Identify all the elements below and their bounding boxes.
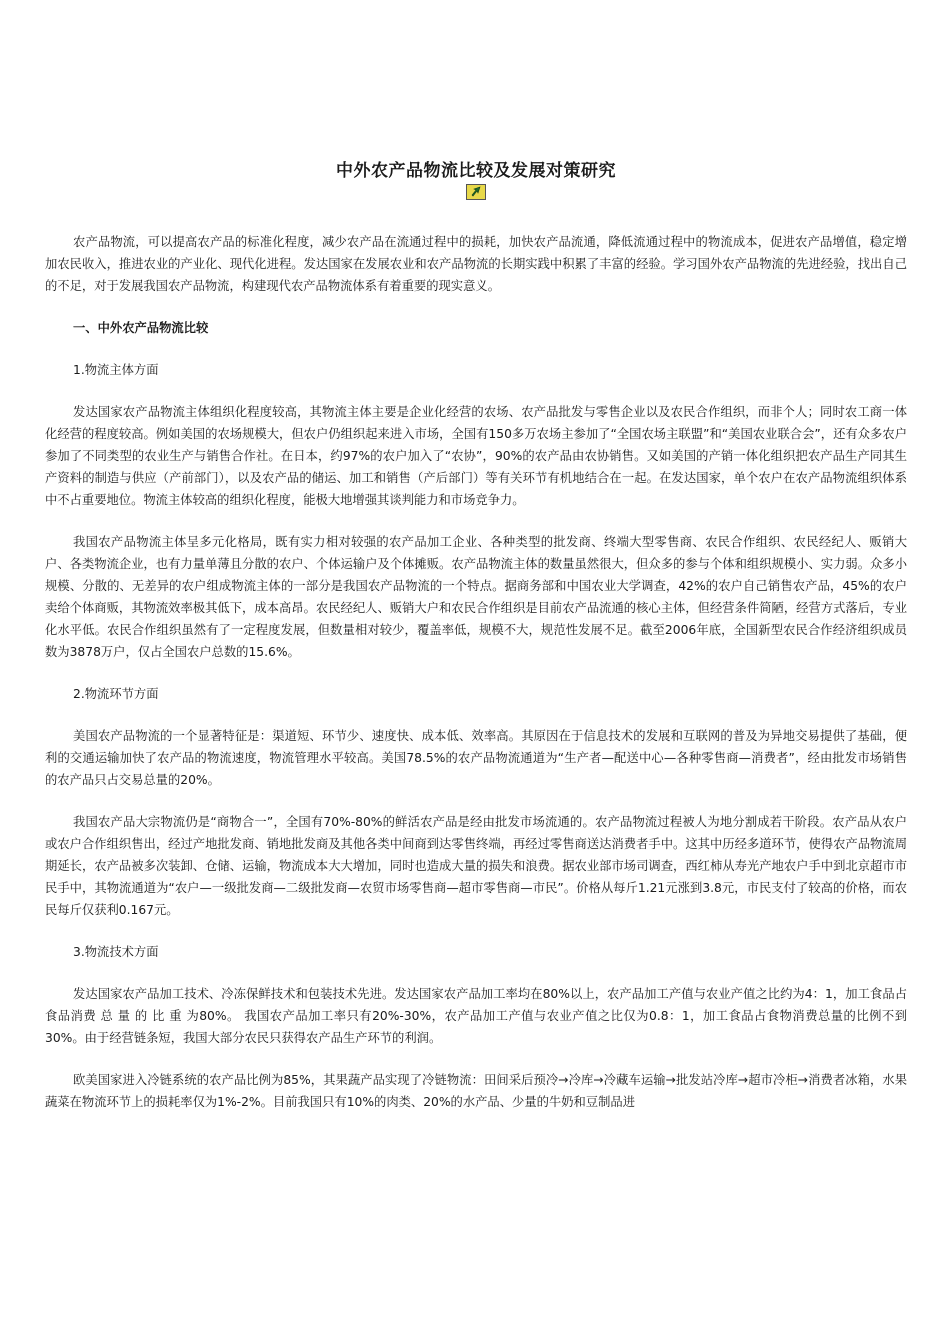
link-icon[interactable] <box>466 184 486 200</box>
subsection-heading: 1.物流主体方面 <box>73 363 159 377</box>
body-paragraph: 发达国家农产品物流主体组织化程度较高，其物流主体主要是企业化经营的农场、农产品批发与零售企业以及农民合作组织，而非个人；同时农工商一体化经营的程度较高。例如美国的农场规模大，但农户仍组织起来进入市场，全国有150多万农场主参加了“全国农场主联盟”和“美国农业联合会”，还有众多农户参加了不同类型的农业生产与销售合作社。在日本，约97%的农户加入了“农协”，90%的农产品由农协销售。又如美国的产销一体化组织把农产品生产同其生产资料的制造与供应（产前部门），以及农产品的储运、加工和销售（产后部门）等有关环节有机地结合在一起。在发达国家，单个农户在农产品物流组织体系中不占重要地位。物流主体较高的组织化程度，能极大地增强其谈判能力和市场竞争力。 <box>45 405 907 507</box>
body-paragraph: 我国农产品物流主体呈多元化格局，既有实力相对较强的农产品加工企业、各种类型的批发商、终端大型零售商、农民合作组织、农民经纪人、贩销大户、各类物流企业，也有力量单薄且分散的农户、个体运输户及个体摊贩。农产品物流主体的数量虽然很大，但众多的参与个体和组织规模小、实力弱。众多小规模、分散的、无差异的农户组成物流主体的一部分是我国农产品物流的一个特点。据商务部和中国农业大学调查，42%的农户自己销售农产品，45%的农户卖给个体商贩，其物流效率极其低下，成本高昂。农民经纪人、贩销大户和农民合作组织是目前农产品流通的核心主体，但经营条件简陋，经营方式落后，专业化水平低。农民合作组织虽然有了一定程度发展，但数量相对较少，覆盖率低，规模不大，规范性发展不足。截至2006年底，全国新型农民合作经济组织成员数为3878万户，仅占全国农户总数的15.6%。 <box>45 535 907 659</box>
body-paragraph: 我国农产品大宗物流仍是“商物合一”，全国有70%-80%的鲜活农产品是经由批发市场流通的。农产品物流过程被人为地分割成若干阶段。农产品从农户或农户合作组织售出，经过产地批发商、销地批发商及其他各类中间商到达零售终端，再经过零售商送达消费者手中。这其中历经多道环节，使得农产品物流周期延长，农产品被多次装卸、仓储、运输，物流成本大大增加，同时也造成大量的损失和浪费。据农业部市场司调查，西红柿从寿光产地农户手中到北京超市市民手中，其物流通道为“农户—一级批发商—二级批发商—农贸市场零售商—超市零售商—市民”。价格从每斤1.21元涨到3.8元，市民支付了较高的价格，而农民每斤仅获利0.167元。 <box>45 815 907 917</box>
subsection-heading: 2.物流环节方面 <box>73 687 159 701</box>
title-icon-row <box>45 184 907 204</box>
document-page <box>45 158 907 1113</box>
body-paragraph: 欧美国家进入冷链系统的农产品比例为85%，其果蔬产品实现了冷链物流：田间采后预冷→冷库→冷藏车运输→批发站冷库→超市冷柜→消费者冰箱，水果蔬菜在物流环节上的损耗率仅为1%-2%。目前我国只有10%的肉类、20%的水产品、少量的牛奶和豆制品进 <box>45 1073 907 1109</box>
document-title: 中外农产品物流比较及发展对策研究 <box>336 161 616 181</box>
document-body <box>45 231 907 1113</box>
intro-paragraph: 农产品物流，可以提高农产品的标准化程度，减少农产品在流通过程中的损耗，加快农产品流通，降低流通过程中的物流成本，促进农产品增值，稳定增加农民收入，推进农业的产业化、现代化进程。发达国家在发展农业和农产品物流的长期实践中积累了丰富的经验。学习国外农产品物流的先进经验，找出自己的不足，对于发展我国农产品物流，构建现代农产品物流体系有着重要的现实意义。 <box>45 235 907 293</box>
section-heading: 一、中外农产品物流比较 <box>73 321 209 335</box>
body-paragraph: 美国农产品物流的一个显著特征是：渠道短、环节少、速度快、成本低、效率高。其原因在于信息技术的发展和互联网的普及为异地交易提供了基础，便利的交通运输加快了农产品的物流速度，物流管理水平较高。美国78.5%的农产品物流通道为“生产者—配送中心—各种零售商—消费者”，经由批发市场销售的农产品只占交易总量的20%。 <box>45 729 907 787</box>
subsection-heading: 3.物流技术方面 <box>73 945 159 959</box>
body-paragraph: 发达国家农产品加工技术、冷冻保鲜技术和包装技术先进。发达国家农产品加工率均在80%以上，农产品加工产值与农业产值之比约为4：1，加工食品占食品消费 总 量 的 比 重 为80%。 我国农产品加工率只有20%-30%，农产品加工产值与农业产值之比仅为0.8：1，加工食品占食物消费总量的比例不到30%。由于经营链条短，我国大部分农民只获得农产品生产环节的利润。 <box>45 987 907 1045</box>
